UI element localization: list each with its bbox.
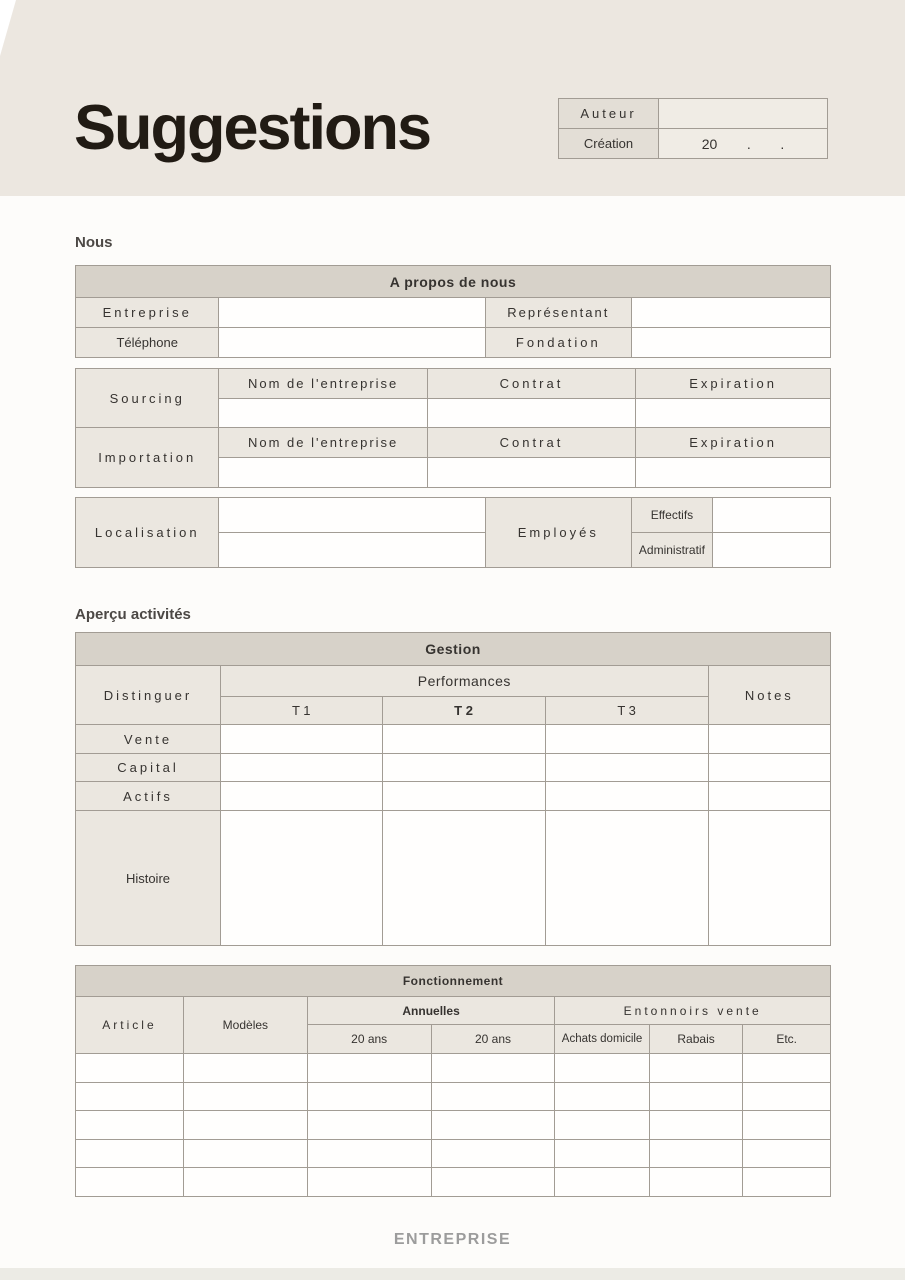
fonctionnement-cell[interactable] bbox=[76, 1140, 184, 1168]
bottom-strip bbox=[0, 1268, 905, 1280]
fonctionnement-cell[interactable] bbox=[555, 1168, 649, 1197]
period-t1-header: T 1 bbox=[220, 697, 382, 725]
histoire-t2-field[interactable] bbox=[382, 811, 545, 946]
table-row bbox=[76, 666, 831, 697]
sourcing-company-field[interactable] bbox=[219, 399, 427, 428]
annuelles-group-header: Annuelles bbox=[307, 997, 555, 1025]
fonctionnement-cell[interactable] bbox=[743, 1111, 831, 1140]
about-table-wrap bbox=[75, 265, 831, 358]
actifs-t3-field[interactable] bbox=[545, 782, 708, 811]
fonctionnement-cell[interactable] bbox=[555, 1054, 649, 1083]
contract-column-header: Contrat bbox=[427, 369, 635, 399]
table-row bbox=[76, 997, 831, 1025]
fonctionnement-cell[interactable] bbox=[743, 1140, 831, 1168]
sourcing-contract-field[interactable] bbox=[427, 399, 635, 428]
period-t2-header: T 2 bbox=[382, 697, 545, 725]
importation-contract-field[interactable] bbox=[427, 458, 635, 488]
fonctionnement-cell[interactable] bbox=[649, 1140, 743, 1168]
expiration-column-header: Expiration bbox=[636, 428, 831, 458]
table-row bbox=[76, 498, 831, 533]
actifs-t2-field[interactable] bbox=[382, 782, 545, 811]
creation-date-dot: . bbox=[780, 135, 785, 152]
fonctionnement-cell[interactable] bbox=[183, 1168, 307, 1197]
fonctionnement-table-wrap bbox=[75, 965, 831, 1197]
capital-row-label: Capital bbox=[76, 754, 221, 782]
entreprise-label: Entreprise bbox=[76, 298, 219, 328]
table-row bbox=[76, 811, 831, 946]
gestion-table-header: Gestion bbox=[76, 633, 831, 666]
meta-table bbox=[558, 98, 828, 159]
20ans-column-header: 20 ans bbox=[307, 1025, 431, 1054]
creation-date-dot: . bbox=[746, 135, 751, 152]
table-row bbox=[76, 725, 831, 754]
fonctionnement-cell[interactable] bbox=[183, 1083, 307, 1111]
rabais-column-header: Rabais bbox=[649, 1025, 743, 1054]
fonctionnement-cell[interactable] bbox=[76, 1054, 184, 1083]
histoire-notes-field[interactable] bbox=[708, 811, 830, 946]
sourcing-label: Sourcing bbox=[76, 369, 219, 428]
administratif-field[interactable] bbox=[713, 533, 831, 568]
fonctionnement-cell[interactable] bbox=[555, 1083, 649, 1111]
fonctionnement-cell[interactable] bbox=[307, 1140, 431, 1168]
author-label: Auteur bbox=[559, 99, 659, 129]
fonctionnement-cell[interactable] bbox=[76, 1168, 184, 1197]
vente-notes-field[interactable] bbox=[708, 725, 830, 754]
sourcing-table-wrap bbox=[75, 368, 831, 488]
period-t3-header: T 3 bbox=[545, 697, 708, 725]
fonctionnement-cell[interactable] bbox=[555, 1140, 649, 1168]
vente-row-label: Vente bbox=[76, 725, 221, 754]
table-row bbox=[76, 1054, 831, 1083]
creation-year-prefix: 20 bbox=[701, 135, 718, 152]
modeles-column-header: Modèles bbox=[183, 997, 307, 1054]
fonctionnement-cell[interactable] bbox=[76, 1083, 184, 1111]
telephone-label: Téléphone bbox=[76, 328, 219, 358]
etc-column-header: Etc. bbox=[743, 1025, 831, 1054]
fonctionnement-cell[interactable] bbox=[649, 1111, 743, 1140]
entonnoirs-group-header: Entonnoirs vente bbox=[555, 997, 831, 1025]
histoire-t3-field[interactable] bbox=[545, 811, 708, 946]
section-heading-activites: Aperçu activités bbox=[75, 606, 191, 623]
table-row bbox=[76, 754, 831, 782]
fonctionnement-cell[interactable] bbox=[307, 1054, 431, 1083]
table-row bbox=[76, 369, 831, 399]
contract-column-header: Contrat bbox=[427, 428, 635, 458]
fonctionnement-cell[interactable] bbox=[76, 1111, 184, 1140]
entreprise-field[interactable] bbox=[219, 298, 486, 328]
fonctionnement-table bbox=[75, 965, 831, 1197]
representant-field[interactable] bbox=[631, 298, 830, 328]
fonctionnement-cell[interactable] bbox=[307, 1111, 431, 1140]
localisation-table bbox=[75, 497, 831, 568]
table-row bbox=[76, 1140, 831, 1168]
effectifs-field[interactable] bbox=[713, 498, 831, 533]
achats-domicile-column-header: Achats domicile bbox=[555, 1025, 649, 1054]
fondation-label: Fondation bbox=[485, 328, 631, 358]
table-row bbox=[76, 1111, 831, 1140]
fonctionnement-cell[interactable] bbox=[307, 1083, 431, 1111]
table-row bbox=[76, 428, 831, 458]
sourcing-expiration-field[interactable] bbox=[636, 399, 831, 428]
importation-expiration-field[interactable] bbox=[636, 458, 831, 488]
localisation-label: Localisation bbox=[76, 498, 219, 568]
fonctionnement-cell[interactable] bbox=[183, 1054, 307, 1083]
distinguer-label: Distinguer bbox=[76, 666, 221, 725]
meta-row-creation bbox=[559, 129, 828, 159]
section-heading-nous: Nous bbox=[75, 234, 113, 251]
fonctionnement-cell[interactable] bbox=[307, 1168, 431, 1197]
fondation-field[interactable] bbox=[631, 328, 830, 358]
company-name-column-header: Nom de l'entreprise bbox=[219, 428, 427, 458]
actifs-t1-field[interactable] bbox=[220, 782, 382, 811]
article-column-header: Article bbox=[76, 997, 184, 1054]
20ans-column-header: 20 ans bbox=[431, 1025, 555, 1054]
actifs-row-label: Actifs bbox=[76, 782, 221, 811]
fonctionnement-cell[interactable] bbox=[431, 1054, 555, 1083]
fonctionnement-cell[interactable] bbox=[431, 1083, 555, 1111]
sourcing-table bbox=[75, 368, 831, 488]
localisation-table-wrap bbox=[75, 497, 831, 568]
fonctionnement-cell[interactable] bbox=[743, 1054, 831, 1083]
gestion-table bbox=[75, 632, 831, 946]
fonctionnement-cell[interactable] bbox=[183, 1111, 307, 1140]
vente-t2-field[interactable] bbox=[382, 725, 545, 754]
fonctionnement-cell[interactable] bbox=[743, 1083, 831, 1111]
capital-notes-field[interactable] bbox=[708, 754, 830, 782]
about-table bbox=[75, 265, 831, 358]
representant-label: Représentant bbox=[485, 298, 631, 328]
page-title: Suggestions bbox=[74, 93, 431, 163]
histoire-t1-field[interactable] bbox=[220, 811, 382, 946]
notes-label: Notes bbox=[708, 666, 830, 725]
fonctionnement-cell[interactable] bbox=[649, 1054, 743, 1083]
expiration-column-header: Expiration bbox=[636, 369, 831, 399]
actifs-notes-field[interactable] bbox=[708, 782, 830, 811]
fonctionnement-cell[interactable] bbox=[743, 1168, 831, 1197]
capital-t3-field[interactable] bbox=[545, 754, 708, 782]
creation-label: Création bbox=[559, 129, 659, 159]
histoire-row-label: Histoire bbox=[76, 811, 221, 946]
employes-label: Employés bbox=[485, 498, 631, 568]
table-row bbox=[76, 298, 831, 328]
capital-t2-field[interactable] bbox=[382, 754, 545, 782]
vente-t3-field[interactable] bbox=[545, 725, 708, 754]
author-value-field[interactable] bbox=[659, 99, 828, 129]
performances-header: Performances bbox=[220, 666, 708, 697]
fonctionnement-cell[interactable] bbox=[431, 1140, 555, 1168]
fonctionnement-cell[interactable] bbox=[431, 1111, 555, 1140]
table-row bbox=[76, 1168, 831, 1197]
administratif-label: Administratif bbox=[631, 533, 713, 568]
meta-row-author bbox=[559, 99, 828, 129]
fonctionnement-table-header: Fonctionnement bbox=[76, 966, 831, 997]
page-corner-fold bbox=[0, 0, 16, 56]
importation-label: Importation bbox=[76, 428, 219, 488]
fonctionnement-cell[interactable] bbox=[183, 1140, 307, 1168]
importation-company-field[interactable] bbox=[219, 458, 427, 488]
table-row bbox=[76, 328, 831, 358]
company-name-column-header: Nom de l'entreprise bbox=[219, 369, 427, 399]
fonctionnement-cell[interactable] bbox=[555, 1111, 649, 1140]
fonctionnement-cell[interactable] bbox=[649, 1083, 743, 1111]
fonctionnement-cell[interactable] bbox=[431, 1168, 555, 1197]
effectifs-label: Effectifs bbox=[631, 498, 713, 533]
vente-t1-field[interactable] bbox=[220, 725, 382, 754]
localisation-field-line1[interactable] bbox=[219, 498, 486, 533]
table-row bbox=[76, 782, 831, 811]
table-row bbox=[76, 1083, 831, 1111]
fonctionnement-cell[interactable] bbox=[649, 1168, 743, 1197]
entreprise-logo: ENTREPRISE bbox=[393, 1231, 512, 1248]
localisation-field-line2[interactable] bbox=[219, 533, 486, 568]
telephone-field[interactable] bbox=[219, 328, 486, 358]
gestion-table-wrap bbox=[75, 632, 831, 946]
capital-t1-field[interactable] bbox=[220, 754, 382, 782]
about-table-header: A propos de nous bbox=[76, 266, 831, 298]
creation-value-field[interactable] bbox=[659, 129, 828, 159]
